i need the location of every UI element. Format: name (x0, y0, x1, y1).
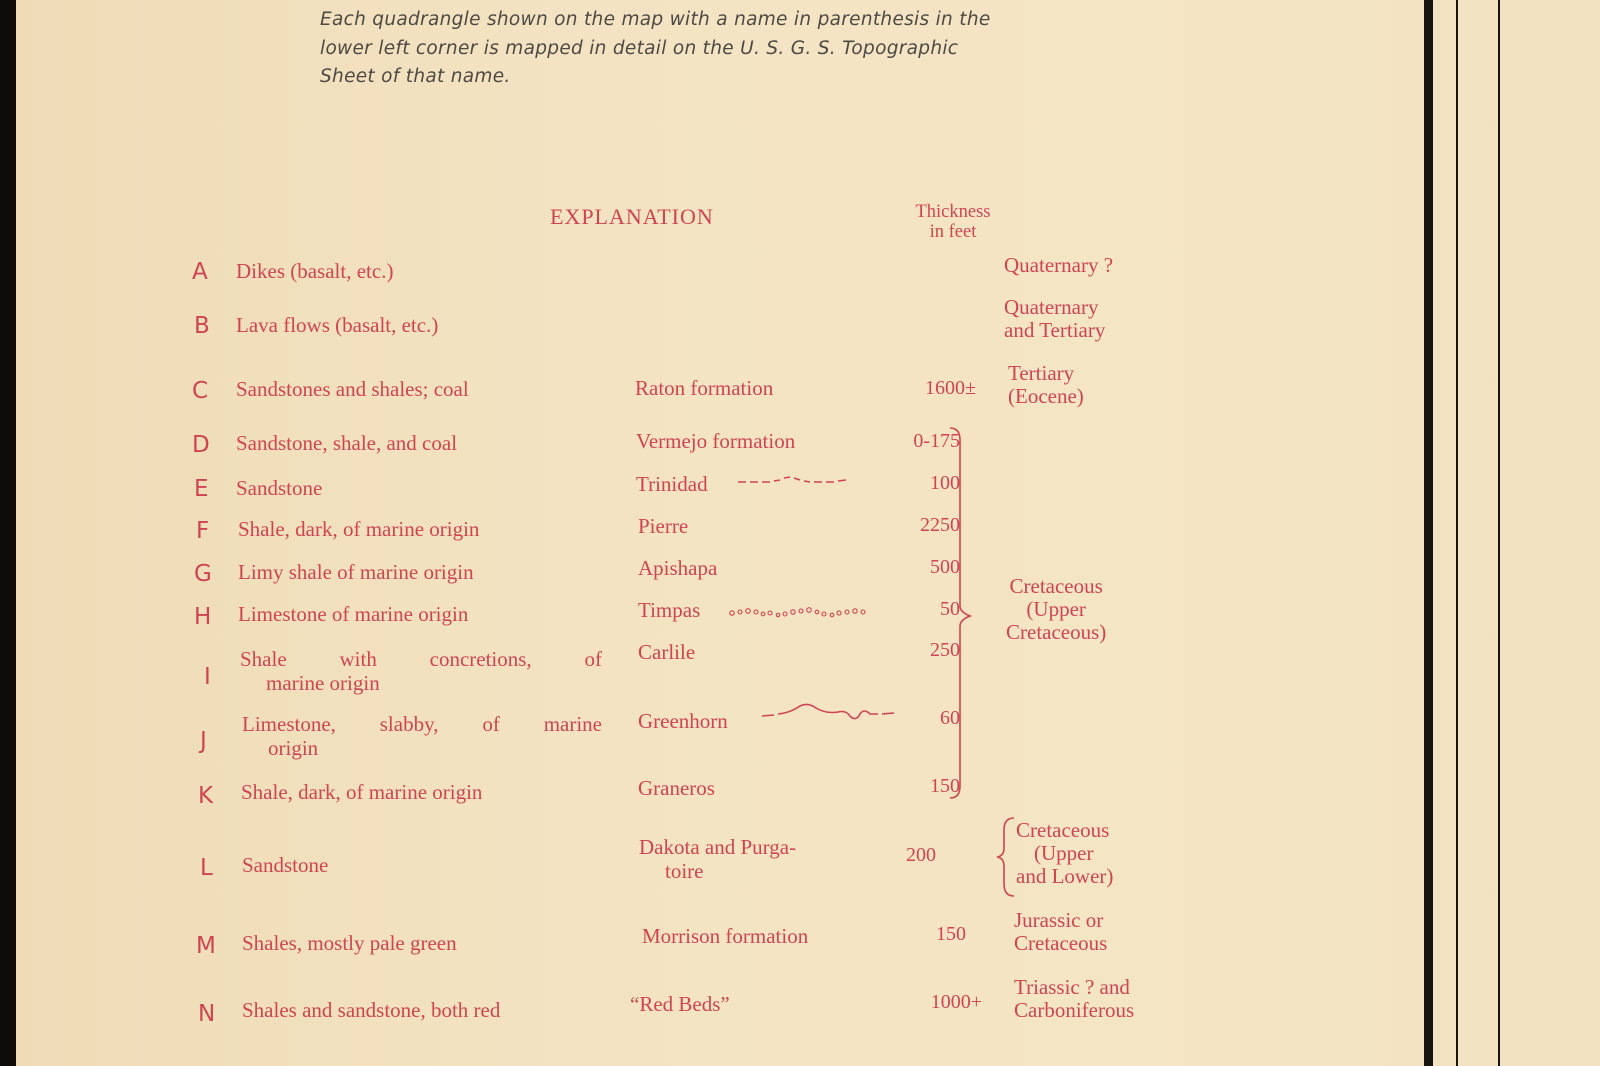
unit-thickness: 200 (906, 844, 936, 866)
wavy-contact-line (760, 700, 910, 726)
pebble-bed-symbol (728, 604, 888, 620)
unit-thickness: 250 (930, 639, 960, 661)
cretaceous-bracket (950, 426, 980, 802)
unit-description: Shales, mostly pale green (242, 931, 457, 955)
curly-brace (996, 816, 1016, 898)
unit-letter: J (200, 728, 207, 754)
age-line: Cretaceous (1009, 574, 1103, 598)
quadrangle-note (320, 6, 1040, 92)
unit-letter: N (198, 1001, 216, 1027)
age-line: Triassic ? and (1014, 975, 1130, 999)
unit-formation: Pierre (638, 514, 689, 538)
age-line: Carboniferous (1014, 998, 1135, 1022)
unit-formation: Carlile (638, 640, 696, 664)
unit-letter: F (196, 518, 210, 544)
unit-thickness: 150 (936, 923, 966, 945)
description-line: marine origin (266, 671, 380, 695)
age-line: Quaternary (1004, 295, 1099, 319)
unit-age: Quaternary ? (1004, 253, 1114, 277)
unit-age (1016, 819, 1113, 888)
thickness-header (898, 202, 1008, 242)
explanation-title: EXPLANATION (550, 204, 714, 229)
unit-description: Shale, dark, of marine origin (241, 780, 483, 804)
thickness-header-line: Thickness (915, 202, 991, 222)
note-line: Each quadrangle shown on the map with a name in parenthesis in the (320, 9, 991, 30)
unit-formation: Raton formation (635, 376, 774, 400)
unit-formation: Greenhorn (638, 709, 728, 733)
unit-thickness: 1600± (925, 377, 976, 399)
border-rule (1424, 0, 1433, 1066)
border-rule (1498, 0, 1500, 1066)
unit-description: Dikes (basalt, etc.) (236, 259, 394, 283)
unit-thickness: 50 (940, 598, 960, 620)
age-line: (Upper (1026, 597, 1086, 621)
unit-letter: C (192, 378, 209, 404)
unit-description (240, 647, 608, 695)
unit-letter: L (200, 855, 213, 881)
unit-formation: “Red Beds” (630, 992, 730, 1016)
age-line: Cretaceous) (1006, 620, 1107, 644)
border-rule (1456, 0, 1458, 1066)
unit-formation: Apishapa (638, 556, 718, 580)
unit-letter: D (192, 432, 210, 458)
unconformity-dashed-line (736, 474, 856, 488)
unit-description: Limestone of marine origin (238, 602, 469, 626)
age-line: Cretaceous (1014, 931, 1108, 955)
unit-letter: M (196, 933, 216, 959)
unit-age (1004, 296, 1105, 342)
note-line: Sheet of that name. (320, 66, 511, 87)
unit-formation: Trinidad (636, 472, 708, 496)
age-line: and Tertiary (1004, 318, 1106, 342)
unit-description: Sandstone (236, 476, 323, 500)
unit-letter: A (192, 259, 208, 285)
unit-age (1014, 909, 1107, 955)
formation-line: toire (665, 859, 704, 883)
age-line: Cretaceous (1016, 818, 1110, 842)
unit-description (242, 712, 610, 760)
age-line: Tertiary (1008, 361, 1075, 385)
unit-description: Shale, dark, of marine origin (238, 517, 480, 541)
unit-formation: Morrison formation (642, 924, 809, 948)
unit-thickness: 500 (930, 556, 960, 578)
description-line: Limestone, slabby, of marine (242, 712, 602, 736)
unit-letter: B (194, 313, 210, 339)
unit-description: Limy shale of marine origin (238, 560, 474, 584)
unit-description: Shales and sandstone, both red (242, 998, 501, 1022)
group-age (1006, 575, 1106, 644)
unit-thickness: 150 (930, 775, 960, 797)
unit-thickness: 100 (930, 472, 960, 494)
unit-formation: Timpas (638, 598, 701, 622)
description-line: origin (268, 736, 319, 760)
thickness-header-line: in feet (929, 222, 977, 242)
description-line: Shale with concretions, of (240, 647, 602, 671)
unit-thickness: 0-175 (913, 430, 960, 452)
unit-letter: K (198, 783, 214, 809)
unit-description: Sandstones and shales; coal (236, 377, 469, 401)
note-line: lower left corner is mapped in detail on the U. S. G. S. Topographic (320, 37, 959, 59)
unit-letter: G (194, 561, 212, 587)
unit-description: Lava flows (basalt, etc.) (236, 313, 439, 337)
age-line: (Eocene) (1008, 384, 1084, 408)
unit-thickness: 1000+ (930, 991, 982, 1013)
unit-description: Sandstone (242, 853, 329, 877)
unit-letter: I (204, 664, 211, 690)
unit-formation: Graneros (638, 776, 715, 800)
unit-age (1008, 362, 1084, 408)
unit-thickness: 2250 (920, 514, 960, 536)
age-line: Jurassic or (1014, 908, 1104, 932)
unit-formation: Vermejo formation (636, 429, 796, 453)
unit-formation (639, 835, 796, 883)
age-line: (Upper (1034, 841, 1094, 865)
unit-thickness: 60 (940, 707, 960, 729)
formation-line: Dakota and Purga- (639, 835, 797, 859)
unit-age (1014, 976, 1134, 1022)
unit-letter: E (194, 476, 209, 502)
unit-description: Sandstone, shale, and coal (236, 431, 458, 455)
unit-letter: H (194, 604, 212, 630)
age-line: and Lower) (1016, 864, 1114, 888)
